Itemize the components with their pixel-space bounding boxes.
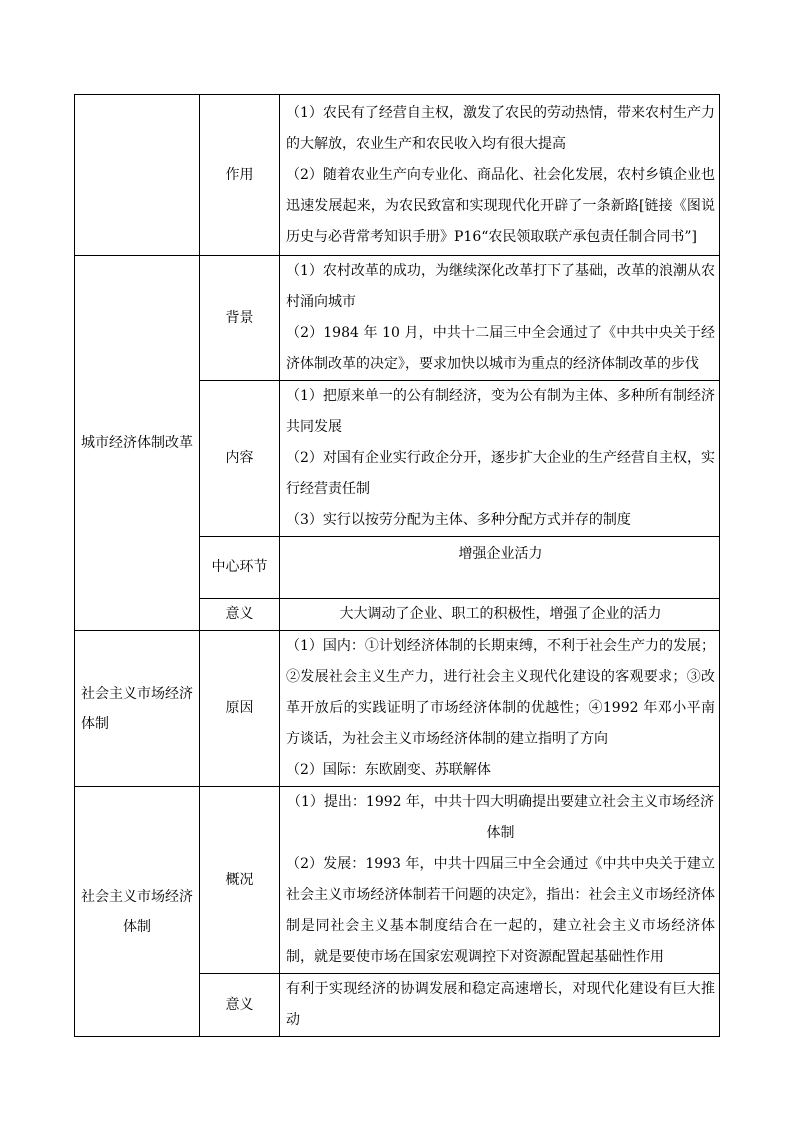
content-line: （1）国内：①计划经济体制的长期束缚，不利于社会生产力的发展；②发展社会主义生产力，进行社会主义现代化建设的客观要求；③改革开放后的实践证明了市场经济体制的优越性；④1992 年邓小平南方谈话，为社会主义市场经济体制的建立指明了方向: [286, 638, 715, 747]
content-cell: 大大调动了企业、职工的积极性，增强了企业的活力: [280, 599, 720, 631]
topic-cell: 城市经济体制改革: [75, 256, 200, 631]
content-line: （3）实行以按劳分配为主体、多种分配方式并存的制度: [286, 512, 631, 528]
aspect-cell: 中心环节: [200, 537, 280, 599]
table-row: [75, 787, 720, 974]
content-line: （1）把原来单一的公有制经济，变为公有制为主体、多种所有制经济共同发展: [286, 388, 715, 435]
content-cell: [280, 631, 720, 787]
content-line: （1）农村改革的成功，为继续深化改革打下了基础，改革的浪潮从农村涌向城市: [286, 263, 715, 310]
aspect-cell: 意义: [200, 599, 280, 631]
aspect-cell: 作用: [200, 95, 280, 256]
topic-cell-empty: [75, 95, 200, 256]
topic-cell: 社会主义市场经济体制: [75, 631, 200, 787]
content-line: （2）国际：东欧剧变、苏联解体: [286, 762, 491, 778]
aspect-cell: 背景: [200, 256, 280, 381]
table-row: [75, 256, 720, 381]
content-line: （1）农民有了经营自主权，激发了农民的劳动热情，带来农村生产力的大解放，农业生产和农民收入均有很大提高: [286, 104, 715, 152]
history-table: [74, 94, 720, 1037]
content-cell: 有利于实现经济的协调发展和稳定高速增长，对现代化建设有巨大推动: [280, 974, 720, 1037]
content-line: （1）提出：1992 年，中共十四大明确提出要建立社会主义市场经济体制: [287, 794, 714, 841]
topic-cell: 社会主义市场经济体制: [75, 787, 200, 1037]
aspect-cell: 原因: [200, 631, 280, 787]
content-cell: [280, 787, 720, 974]
aspect-cell: 意义: [200, 974, 280, 1037]
content-line: （2）随着农业生产向专业化、商品化、社会化发展，农村乡镇企业也迅速发展起来，为农民致富和实现现代化开辟了一条新路[链接《图说历史与必背常考知识手册》P16“农民领取联产承包责任制合同书”]: [286, 166, 715, 245]
content-line: （2）1984 年 10 月，中共十二届三中全会通过了《中共中央关于经济体制改革的决定》，要求加快以城市为重点的经济体制改革的步伐: [286, 325, 715, 372]
content-cell: [280, 256, 720, 381]
content-line: （2）发展：1993 年，中共十四届三中全会通过《中共中央关于建立社会主义市场经济体制若干问题的决定》，指出：社会主义市场经济体制是同社会主义基本制度结合在一起的，建立社会主义市场经济体制，就是要使市场在国家宏观调控下对资源配置起基础性作用: [286, 856, 715, 965]
aspect-cell: 概况: [200, 787, 280, 974]
content-cell: [280, 95, 720, 256]
content-cell: [280, 381, 720, 537]
content-cell: 增强企业活力: [280, 537, 720, 599]
content-line: （2）对国有企业实行政企分开，逐步扩大企业的生产经营自主权，实行经营责任制: [286, 450, 715, 497]
table-row: [75, 95, 720, 256]
aspect-cell: 内容: [200, 381, 280, 537]
table-row: [75, 631, 720, 787]
